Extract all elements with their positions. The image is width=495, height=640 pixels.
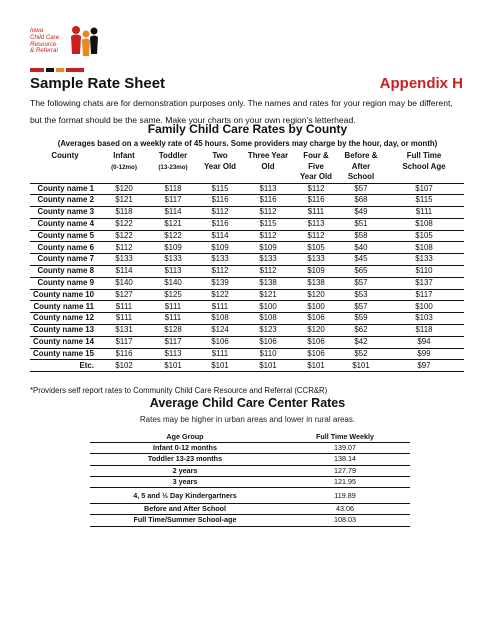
county-name-cell: County name 7 (37, 254, 94, 264)
logo-line: Child Care (30, 33, 60, 41)
table-row (30, 218, 464, 230)
rate-cell: $133 (259, 254, 277, 264)
appendix-label: Appendix H (379, 75, 463, 92)
age-group-cell: 2 years (90, 465, 280, 476)
rate-cell: $110 (259, 348, 277, 358)
rate-cell: $140 (164, 277, 182, 287)
rate-cell: $113 (259, 183, 277, 193)
col-header-toddler: Toddler (13-23mo) (158, 151, 188, 171)
table-row (90, 504, 410, 515)
county-name-cell: County name 11 (33, 301, 94, 311)
table-row (30, 313, 464, 325)
table-header-row (30, 150, 464, 183)
county-name-cell: County name 12 (33, 313, 94, 323)
table-row (30, 266, 464, 278)
rate-cell: $118 (415, 325, 433, 335)
rate-cell: $112 (259, 230, 277, 240)
rate-cell: $108 (211, 313, 229, 323)
weekly-rate-cell: 43.06 (280, 504, 410, 515)
rate-cell: $124 (211, 325, 229, 335)
rate-cell: $117 (115, 336, 133, 346)
rate-cell: $116 (115, 348, 133, 358)
col-header-infant: Infant (0-12mo) (111, 151, 137, 171)
county-name-cell: County name 5 (37, 230, 94, 240)
rate-cell: $133 (307, 254, 325, 264)
rate-cell: $115 (211, 183, 229, 193)
age-group-cell: Before and After School (90, 504, 280, 515)
rate-cell: $117 (164, 336, 182, 346)
logo-line: Resource (30, 40, 57, 48)
table-row (90, 465, 410, 476)
age-group-cell: Toddler 13-23 months (90, 454, 280, 465)
rate-cell: $97 (417, 360, 431, 370)
weekly-rate-cell: 127.79 (280, 465, 410, 476)
rate-cell: $59 (354, 313, 368, 323)
rate-cell: $138 (307, 277, 325, 287)
table-row (30, 289, 464, 301)
rate-cell: $106 (307, 313, 325, 323)
rate-cell: $116 (259, 195, 277, 205)
county-name-cell: County name 6 (37, 242, 94, 252)
age-group-cell: 3 years (90, 476, 280, 487)
rate-cell: $127 (115, 289, 133, 299)
rate-cell: $139 (211, 277, 229, 287)
rate-cell: $111 (164, 301, 182, 311)
rate-cell: $106 (307, 348, 325, 358)
center-table-body (90, 443, 410, 527)
rate-cell: $108 (415, 218, 433, 228)
rate-cell: $111 (211, 348, 229, 358)
rate-cell: $120 (115, 183, 133, 193)
intro-paragraph: The following chats are for demonstration purposes only. The names and rates for your region may be different, but the format should be the same. Make your charts on your own region’s letterhead. (30, 98, 453, 125)
footnote: *Providers self report rates to Community Child Care Resource and Referral (CCR&R) (30, 386, 328, 395)
table-row (30, 360, 464, 372)
rate-cell: $117 (415, 289, 433, 299)
rate-cell: $116 (307, 195, 325, 205)
rate-cell: $122 (115, 230, 133, 240)
rate-cell: $45 (354, 254, 368, 264)
rate-cell: $109 (211, 242, 229, 252)
rate-cell: $57 (354, 183, 368, 193)
table-row (30, 336, 464, 348)
center-header-row (90, 432, 410, 443)
table-row (30, 195, 464, 207)
weekly-rate-cell: 139.07 (280, 443, 410, 454)
rate-cell: $112 (115, 242, 133, 252)
county-name-cell: County name 8 (37, 266, 94, 276)
rate-cell: $109 (259, 242, 277, 252)
county-name-cell: County name 14 (33, 336, 94, 346)
rate-cell: $120 (307, 289, 325, 299)
rate-cell: $115 (415, 195, 433, 205)
table-row (30, 301, 464, 313)
col-header-three: Three Year Old (247, 151, 289, 171)
county-table-body (30, 183, 464, 372)
rate-cell: $112 (211, 266, 229, 276)
rate-cell: $57 (354, 301, 368, 311)
rate-cell: $100 (259, 301, 277, 311)
table-row (30, 325, 464, 337)
rate-cell: $140 (115, 277, 133, 287)
rate-cell: $58 (354, 230, 368, 240)
rate-cell: $120 (307, 325, 325, 335)
center-section-subtitle: Rates may be higher in urban areas and lower in rural areas. (139, 415, 356, 424)
rate-cell: $122 (211, 289, 229, 299)
rate-cell: $137 (415, 277, 433, 287)
rate-cell: $118 (164, 183, 182, 193)
rate-cell: $105 (415, 230, 433, 240)
rate-cell: $123 (259, 325, 277, 335)
rate-cell: $111 (211, 301, 229, 311)
table-row (30, 207, 464, 219)
county-rates-table (30, 150, 464, 372)
col-header-two: Two Year Old (203, 151, 237, 171)
rate-cell: $57 (354, 277, 368, 287)
rate-cell: $113 (307, 218, 325, 228)
rate-cell: $51 (354, 218, 368, 228)
rate-cell: $133 (164, 254, 182, 264)
county-name-cell: County name 4 (37, 218, 94, 228)
rate-cell: $138 (259, 277, 277, 287)
rate-cell: $113 (164, 348, 182, 358)
rate-cell: $117 (164, 195, 182, 205)
col-header-weekly: Full Time Weekly (280, 432, 410, 443)
col-header-school-age: Full Time School Age (402, 151, 446, 171)
rate-cell: $121 (164, 218, 182, 228)
table-row (90, 476, 410, 487)
rate-cell: $42 (354, 336, 368, 346)
rate-cell: $116 (211, 218, 229, 228)
people-figures-icon (68, 24, 100, 64)
rate-cell: $100 (415, 301, 433, 311)
rate-cell: $94 (417, 336, 431, 346)
rate-cell: $102 (115, 360, 133, 370)
rate-cell: $111 (415, 207, 433, 217)
rate-cell: $68 (354, 195, 368, 205)
rate-cell: $65 (354, 266, 368, 276)
rate-cell: $122 (115, 218, 133, 228)
rate-cell: $101 (164, 360, 182, 370)
rate-cell: $116 (211, 195, 229, 205)
county-section-title: Family Child Care Rates by County (147, 122, 348, 136)
table-row (30, 254, 464, 266)
rate-cell: $107 (415, 183, 433, 193)
county-name-cell: County name 13 (33, 325, 94, 335)
rate-cell: $49 (354, 207, 368, 217)
county-name-cell: County name 1 (37, 183, 94, 193)
logo-color-bar (30, 68, 86, 72)
rate-cell: $113 (164, 266, 182, 276)
rate-cell: $114 (211, 230, 229, 240)
county-name-cell: County name 3 (37, 207, 94, 217)
county-name-cell: County name 2 (37, 195, 94, 205)
logo-line: Iowa (30, 27, 44, 34)
rate-cell: $121 (115, 195, 133, 205)
rate-cell: $115 (259, 218, 277, 228)
header (30, 75, 463, 95)
table-row (30, 348, 464, 360)
rate-cell: $114 (115, 266, 133, 276)
weekly-rate-cell: 138.14 (280, 454, 410, 465)
rate-cell: $40 (354, 242, 368, 252)
rate-cell: $122 (164, 230, 182, 240)
rate-cell: $53 (354, 289, 368, 299)
rate-cell: $101 (211, 360, 229, 370)
weekly-rate-cell: 121.95 (280, 476, 410, 487)
rate-cell: $133 (415, 254, 433, 264)
logo-text (30, 28, 70, 55)
table-row (30, 230, 464, 242)
table-row (90, 454, 410, 465)
county-name-cell: County name 9 (37, 277, 94, 287)
rate-cell: $112 (307, 183, 325, 193)
rate-cell: $52 (354, 348, 368, 358)
county-name-cell: County name 15 (33, 348, 94, 358)
rate-cell: $62 (354, 325, 368, 335)
table-row (30, 183, 464, 195)
ccrr-logo (30, 24, 100, 76)
county-name-cell: Etc. (79, 360, 94, 370)
table-row (30, 277, 464, 289)
rate-cell: $101 (352, 360, 370, 370)
table-row (90, 443, 410, 454)
rate-cell: $125 (164, 289, 182, 299)
col-header-county: County (51, 151, 79, 160)
county-name-cell: County name 10 (33, 289, 94, 299)
table-row (90, 515, 410, 526)
rate-cell: $112 (211, 207, 229, 217)
rate-cell: $131 (115, 325, 133, 335)
rate-cell: $108 (259, 313, 277, 323)
center-rates-table (90, 432, 410, 527)
rate-cell: $105 (307, 242, 325, 252)
rate-cell: $101 (307, 360, 325, 370)
rate-cell: $101 (259, 360, 277, 370)
logo-line: & Referral (30, 47, 58, 55)
weekly-rate-cell: 108.03 (280, 515, 410, 526)
rate-cell: $133 (211, 254, 229, 264)
rate-cell: $111 (307, 207, 325, 217)
rate-cell: $109 (307, 266, 325, 276)
page-title: Sample Rate Sheet (30, 75, 166, 92)
rate-cell: $118 (115, 207, 133, 217)
rate-cell: $111 (115, 313, 133, 323)
table-row (30, 242, 464, 254)
age-group-cell: 4, 5 and ½ Day Kindergartners (90, 488, 280, 504)
table-row (90, 488, 410, 504)
rate-cell: $103 (415, 313, 433, 323)
rate-cell: $99 (417, 348, 431, 358)
age-group-cell: Infant 0-12 months (90, 443, 280, 454)
rate-cell: $121 (259, 289, 277, 299)
rate-cell: $112 (307, 230, 325, 240)
rate-cell: $112 (259, 266, 277, 276)
rate-cell: $111 (164, 313, 182, 323)
rate-cell: $111 (115, 301, 133, 311)
age-group-cell: Full Time/Summer School-age (90, 515, 280, 526)
rate-cell: $106 (259, 336, 277, 346)
rate-cell: $108 (415, 242, 433, 252)
rate-cell: $106 (211, 336, 229, 346)
weekly-rate-cell: 119.89 (280, 488, 410, 504)
col-header-four-five: Four & Five Year Old (299, 151, 333, 181)
col-header-age-group: Age Group (90, 432, 280, 443)
rate-cell: $133 (115, 254, 133, 264)
rate-cell: $114 (164, 207, 182, 217)
county-section-subtitle: (Averages based on a weekly rate of 45 hours. Some providers may charge by the hour, day, or month) (57, 139, 438, 148)
rate-cell: $109 (164, 242, 182, 252)
rate-cell: $112 (259, 207, 277, 217)
rate-cell: $128 (164, 325, 182, 335)
rate-cell: $100 (307, 301, 325, 311)
col-header-before-after: Before & After School (344, 151, 378, 181)
rate-cell: $106 (307, 336, 325, 346)
center-section-title: Average Child Care Center Rates (149, 396, 346, 410)
rate-cell: $110 (415, 266, 433, 276)
